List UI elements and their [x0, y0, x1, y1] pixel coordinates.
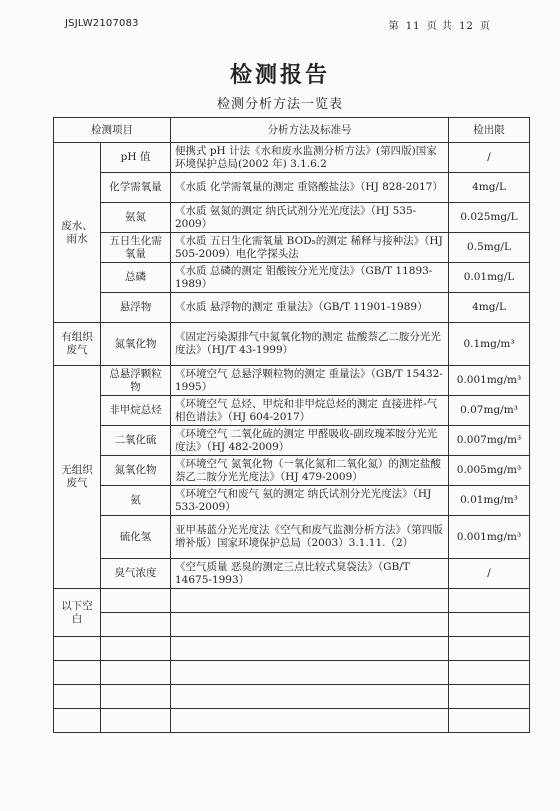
- blank-row: [54, 613, 530, 637]
- blank-cell: [54, 661, 101, 685]
- limit-cell: 0.1mg/m³: [449, 323, 530, 366]
- table-row: [54, 233, 530, 263]
- method-cell: 《水质 总磷的测定 钼酸铵分光光度法》（GB/T 11893-1989）: [171, 263, 449, 293]
- limit-cell: 0.025mg/L: [449, 203, 530, 233]
- table-row: [54, 203, 530, 233]
- table-row: [54, 143, 530, 173]
- table-body: [54, 143, 530, 733]
- blank-cell: [101, 661, 171, 685]
- blank-cell: [54, 709, 101, 733]
- table-header-row: [54, 118, 530, 143]
- blank-cell: [449, 661, 530, 685]
- category-cell: 无组织废气: [54, 366, 101, 589]
- header-item: 检测项目: [54, 118, 171, 143]
- item-cell: 总磷: [101, 263, 171, 293]
- method-cell: 《水质 悬浮物的测定 重量法》（GB/T 11901-1989）: [171, 293, 449, 323]
- blank-cell: [101, 685, 171, 709]
- item-cell: 总悬浮颗粒物: [101, 366, 171, 396]
- blank-cell: [171, 637, 449, 661]
- item-cell: 二氧化硫: [101, 426, 171, 456]
- table-row: [54, 426, 530, 456]
- limit-cell: 4mg/L: [449, 293, 530, 323]
- method-cell: 《环境空气 氮氧化物（一氧化氮和二氧化氮）的测定盐酸萘乙二胺分光光度法》（HJ 479-2009）: [171, 456, 449, 486]
- item-cell: 氨: [101, 486, 171, 516]
- table-row: [54, 486, 530, 516]
- blank-cell: [171, 661, 449, 685]
- blank-cell: [101, 613, 171, 637]
- limit-cell: /: [449, 559, 530, 589]
- blank-row: [54, 637, 530, 661]
- method-cell: 《环境空气和废气 氨的测定 纳氏试剂分光光度法》（HJ 533-2009）: [171, 486, 449, 516]
- method-cell: 《环境空气 总悬浮颗粒物的测定 重量法》（GB/T 15432-1995）: [171, 366, 449, 396]
- limit-cell: /: [449, 143, 530, 173]
- blank-cell: [54, 685, 101, 709]
- method-cell: 《环境空气 总烃、甲烷和非甲烷总烃的测定 直接进样-气相色谱法》（HJ 604-2017）: [171, 396, 449, 426]
- table-row: [54, 366, 530, 396]
- method-cell: 《固定污染源排气中氮氧化物的测定 盐酸萘乙二胺分光光度法》（HJ/T 43-1999）: [171, 323, 449, 366]
- blank-row: [54, 661, 530, 685]
- end-note: 以下空白: [54, 589, 101, 637]
- limit-cell: 0.001mg/m³: [449, 366, 530, 396]
- method-cell: 便携式 pH 计法《水和废水监测分析方法》(第四版)国家环境保护总局(2002 年) 3.1.6.2: [171, 143, 449, 173]
- method-cell: 《环境空气 二氧化硫的测定 甲醛吸收-副玫瑰苯胺分光光度法》（HJ 482-2009）: [171, 426, 449, 456]
- page-number: 第 11 页 共 12 页: [388, 21, 491, 32]
- table-row: [54, 263, 530, 293]
- blank-cell: [54, 637, 101, 661]
- blank-cell: [449, 613, 530, 637]
- item-cell: 臭气浓度: [101, 559, 171, 589]
- category-cell: 有组织废气: [54, 323, 101, 366]
- method-cell: 《水质 五日生化需氧量 BOD₅的测定 稀释与接种法》（HJ 505-2009）电化学探头法: [171, 233, 449, 263]
- limit-cell: 0.01mg/L: [449, 263, 530, 293]
- blank-cell: [449, 589, 530, 613]
- item-cell: 五日生化需氧量: [101, 233, 171, 263]
- limit-cell: 0.007mg/m³: [449, 426, 530, 456]
- table-row: [54, 396, 530, 426]
- blank-cell: [449, 637, 530, 661]
- table-row: [54, 456, 530, 486]
- blank-cell: [101, 637, 171, 661]
- blank-cell: [171, 685, 449, 709]
- blank-cell: [171, 709, 449, 733]
- blank-cell: [171, 589, 449, 613]
- method-cell: 《水质 氨氮的测定 纳氏试剂分光光度法》（HJ 535-2009）: [171, 203, 449, 233]
- item-cell: 非甲烷总烃: [101, 396, 171, 426]
- blank-cell: [171, 613, 449, 637]
- item-cell: 硫化氢: [101, 516, 171, 559]
- limit-cell: 0.07mg/m³: [449, 396, 530, 426]
- table-row: [54, 559, 530, 589]
- header-method: 分析方法及标准号: [171, 118, 449, 143]
- blank-cell: [449, 685, 530, 709]
- blank-cell: [449, 709, 530, 733]
- limit-cell: 0.001mg/m³: [449, 516, 530, 559]
- table-row: [54, 516, 530, 559]
- limit-cell: 0.5mg/L: [449, 233, 530, 263]
- item-cell: 化学需氧量: [101, 173, 171, 203]
- item-cell: 氮氧化物: [101, 323, 171, 366]
- limit-cell: 0.01mg/m³: [449, 486, 530, 516]
- item-cell: 氨氮: [101, 203, 171, 233]
- page-subtitle: 检测分析方法一览表: [216, 97, 343, 112]
- blank-cell: [101, 589, 171, 613]
- method-cell: 《空气质量 恶臭的测定三点比较式臭袋法》（GB/T 14675-1993）: [171, 559, 449, 589]
- limit-cell: 0.005mg/m³: [449, 456, 530, 486]
- blank-row: [54, 589, 530, 613]
- document-code: JSJLW2107083: [65, 18, 139, 29]
- item-cell: 氮氧化物: [101, 456, 171, 486]
- methods-table: [53, 117, 530, 733]
- item-cell: pH 值: [101, 143, 171, 173]
- method-cell: 《水质 化学需氧量的测定 重铬酸盐法》（HJ 828-2017）: [171, 173, 449, 203]
- blank-row: [54, 709, 530, 733]
- item-cell: 悬浮物: [101, 293, 171, 323]
- table-row: [54, 173, 530, 203]
- page-title: 检测报告: [229, 63, 330, 88]
- limit-cell: 4mg/L: [449, 173, 530, 203]
- blank-row: [54, 685, 530, 709]
- method-cell: 亚甲基蓝分光光度法《空气和废气监测分析方法》（第四版增补版）国家环境保护总局（2003）3.1.11.（2）: [171, 516, 449, 559]
- table-row: [54, 293, 530, 323]
- category-cell: 废水、雨水: [54, 143, 101, 323]
- table-row: [54, 323, 530, 366]
- blank-cell: [101, 709, 171, 733]
- header-limit: 检出限: [449, 118, 530, 143]
